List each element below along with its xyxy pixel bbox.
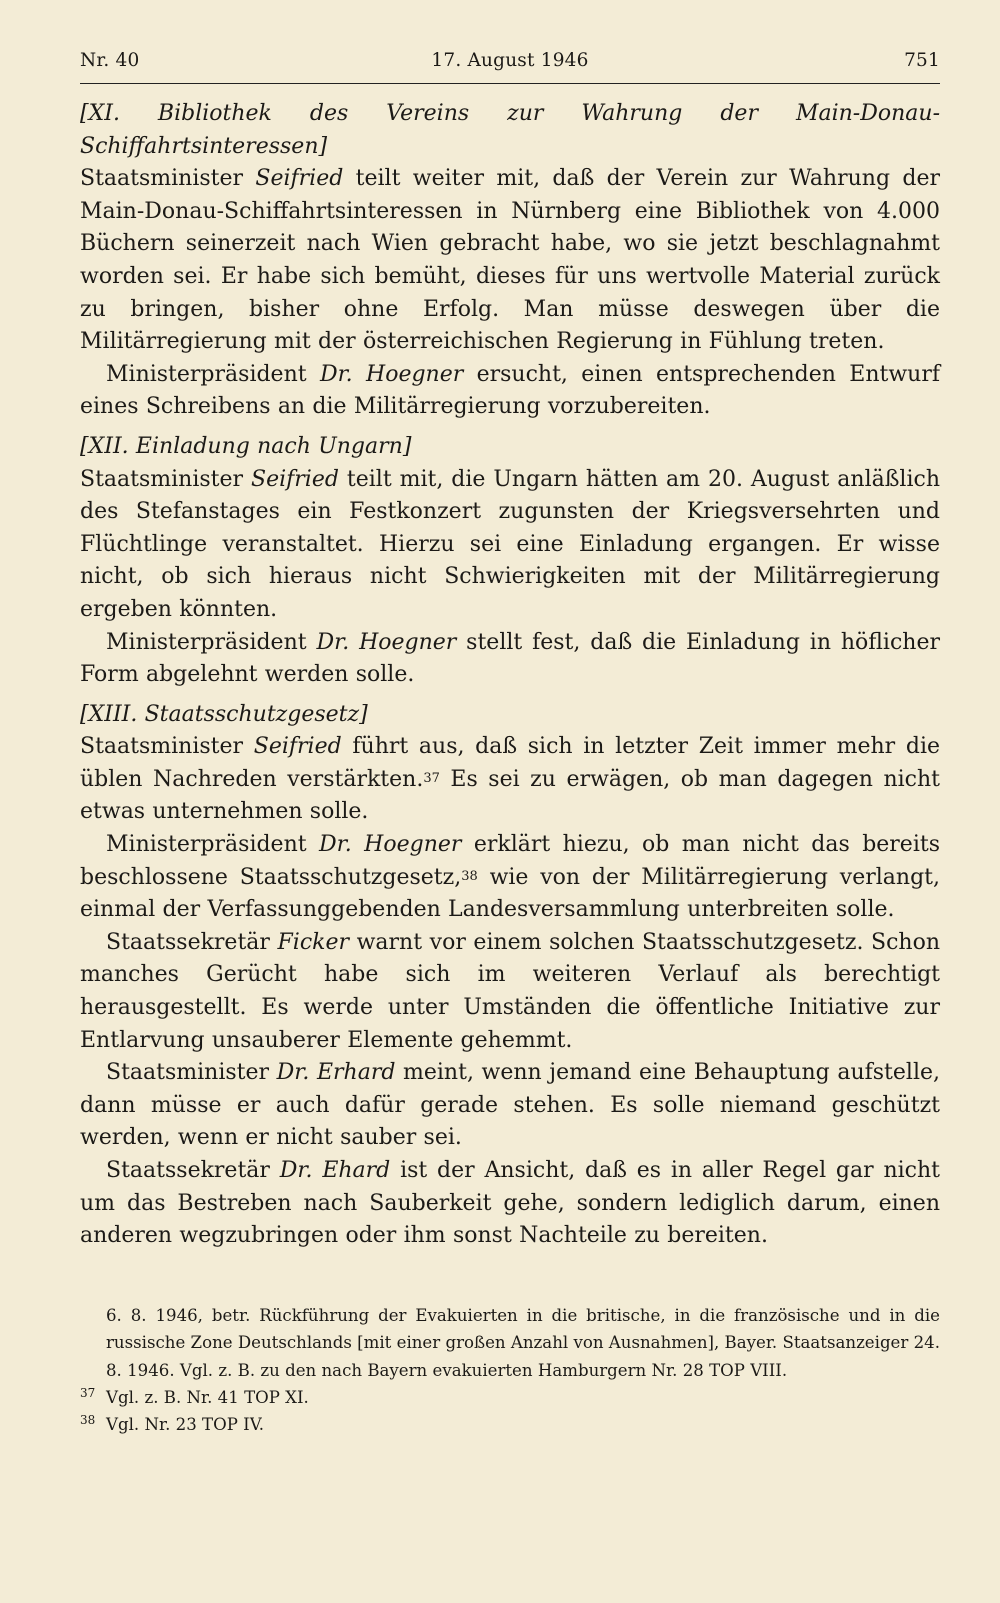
paragraph: Ministerpräsident Dr. Hoegner erklärt hiezu, ob man nicht das bereits beschlossene Staatsschutzgesetz,$^{38}$ wie von der Militärregierung verlangt, einmal der Verfassunggebenden Landesversammlung unterbreiten solle. [80,832,940,923]
footnote-37: 37 Vgl. z. B. Nr. 41 TOP XI. [80,1385,309,1407]
footnotes [80,1302,940,1438]
footnote-38: 38 Vgl. Nr. 23 TOP IV. [80,1413,265,1435]
paragraph: Staatssekretär Dr. Ehard ist der Ansicht, daß es in aller Regel gar nicht um das Bestreben nach Sauberkeit gehe, sondern lediglich darum, einen anderen wegzubringen oder ihm sonst Nachteile zu bereiten. [80,1158,940,1249]
person-name: Hoegner [359,629,457,655]
section-heading-xiii: [XIII. Staatsschutzgesetz] [80,701,368,727]
main-text [80,98,940,1253]
paragraph: Staatsminister Dr. Erhard meint, wenn jemand eine Behauptung aufstelle, dann müsse er auch dafür gerade stehen. Es solle niemand geschützt werden, wenn er nicht sauber sei. [80,1060,941,1151]
person-name: Hoegner [364,832,462,858]
footnote-continuation: 6. 8. 1946, betr. Rückführung der Evakuierten in die britische, in die französische und in die russische Zone Deutschlands [mit einer großen Anzahl von Ausnahmen], Bayer. Staatsanzeiger 24. 8. 1946. Vgl. z. B. zu den nach Bayern evakuierten Hamburgern Nr. 28 TOP VIII. [106,1306,940,1380]
paragraph: Staatssekretär Ficker warnt vor einem solchen Staatsschutzgesetz. Schon manches Gerücht habe sich im weiteren Verlauf als berechtigt herausgestellt. Es werde unter Umständen die öffentliche Initiative zur Entlarvung unsauberer Elemente gehemmt. [80,929,940,1053]
paragraph: Staatsminister Seifried teilt weiter mit, daß der Verein zur Wahrung der Main-Donau-Schiffahrtsinteressen in Nürnberg eine Bibliothek von 4.000 Büchern seinerzeit nach Wien gebracht habe, wo sie jetzt beschlagnahmt worden sei. Er habe sich bemüht, dieses für uns wertvolle Material zurück zu bringen, bisher ohne Erfolg. Man müsse deswegen über die Militärregierung mit der österreichischen Regierung in Fühlung treten. [80,166,940,355]
page-number: 751 [904,50,940,71]
footnote-ref: 37 [423,770,440,786]
person-name: Seifried [253,734,342,760]
document-date: 17. August 1946 [431,50,589,71]
paragraph: Ministerpräsident Dr. Hoegner stellt fest, daß die Einladung in höflicher Form abgelehnt werden solle. [80,629,940,688]
person-name: Ehard [322,1158,391,1183]
paragraph: Staatsminister Seifried führt aus, daß sich in letzter Zeit immer mehr die üblen Nachreden verstärkten.$^{37}$ Es sei zu erwägen, ob man dagegen nicht etwas unternehmen solle. [80,734,940,825]
paragraph: Ministerpräsident Dr. Hoegner ersucht, einen entsprechenden Entwurf eines Schreibens an die Militärregierung vorzubereiten. [80,361,940,420]
header-rule [80,83,940,84]
section-heading-xi: [XI. Bibliothek des Vereins zur Wahrung der Main-Donau-Schiffahrtsinteressen] [80,101,940,159]
person-name: Seifried [251,466,339,492]
running-header [80,48,940,80]
person-name: Hoegner [366,361,464,387]
paragraph: Staatsminister Seifried teilt mit, die Ungarn hätten am 20. August anläßlich des Stefanstages ein Festkonzert zugunsten der Kriegsversehrten und Flüchtlinge veranstaltet. Hierzu sei eine Einladung ergangen. Er wisse nicht, ob sich hieraus nicht Schwierigkeiten mit der Militärregierung ergeben könnten. [80,466,940,622]
document-number: Nr. 40 [80,50,140,71]
person-name: Seifried [255,166,344,192]
section-heading-xii: [XII. Einladung nach Ungarn] [80,433,412,459]
person-name: Ficker [277,929,350,955]
person-name: Erhard [316,1060,396,1086]
footnote-ref: 38 [461,868,478,884]
